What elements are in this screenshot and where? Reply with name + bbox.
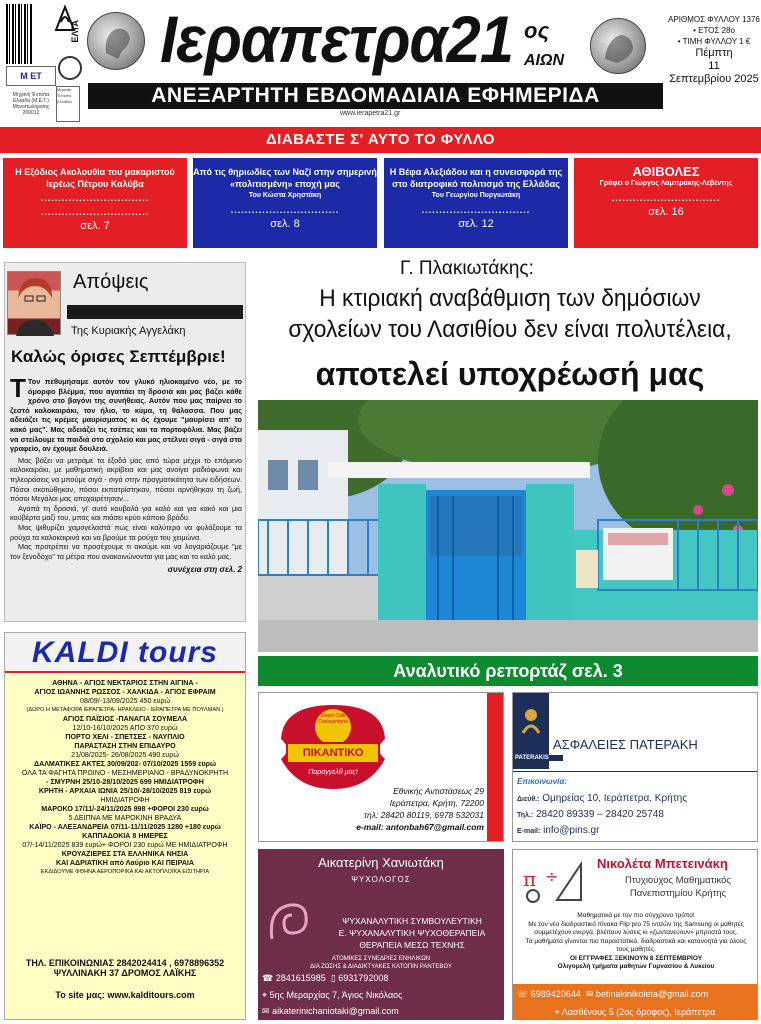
math-classes: Ολιγομελή τμήματα μαθητών Γυμνασίου & Λυκείου [557,963,715,970]
email-label: E-mail: [517,828,541,835]
title-suffix-top: ος [524,18,550,43]
pikantiko-addr2: Ιεράπετρα, Κρήτη, 72200 [389,798,484,808]
teaser-page: σελ. 7 [80,220,110,232]
math-email[interactable]: betinakinikoleta@gmail.com [595,989,709,999]
teaser-title: ΑΘΙΒΟΛΕΣ [632,164,700,179]
phone-icon: ☎ [262,973,274,983]
teaser-byline: Γράφει ο Γιώργος Λαμπράκης-Λεβέντης [599,180,733,187]
opinion-section: Απόψεις [73,271,149,293]
kaldi-tour-line: 12/10-16/10/2025 ΑΠΟ 370 ευρώ [72,724,178,732]
pikantiko-email[interactable]: e-mail: antonbah67@gmail.com [356,822,484,832]
issue-info [668,14,760,86]
kaldi-tour-line: - ΣΜΥΡΝΗ 25/10-28/10/2025 699 ΗΜΙΔΙΑΤΡΟΦΗ [46,778,204,786]
coin-left-icon [87,12,145,70]
teaser-dots: ............................... [40,207,150,217]
teaser-dots: ............................... [230,205,340,215]
psych-role: ΨΥΧΟΛΟΓΟΣ [351,875,411,884]
opinion-continue[interactable]: συνέχεια στη σελ. 2 [167,565,242,575]
math-text-3: Τα μαθήματα γίνονται πιο παραστατικά, διαδραστικά και κατανοητά για όλους τους μαθητές. [525,937,747,953]
psych-name: Αικατερίνη Χανιωτάκη [318,855,444,870]
elta-note: Μηνιαία Έντυπα Ελλάδος [56,86,80,122]
psych-service-3: ΘΕΡΑΠΕΙΑ ΜΕΣΩ ΤΕΧΝΗΣ [359,940,465,950]
kaldi-tour-line: 5 ΔΕΙΠΝΑ ΜΕ ΜΑΡΟΚΙΝΗ ΒΡΑΔΥΑ [68,814,182,822]
teaser-dots: ............................... [611,193,721,203]
kaldi-tour-line: ΑΓΙΟΣ ΠΑΪΣΙΟΣ -ΠΑΝΑΓΙΑ ΣΟΥΜΕΛΑ [62,715,188,723]
teaser-page: σελ. 16 [648,206,684,218]
math-address-bar [513,1004,757,1020]
kaldi-logo: KALDI tours [5,633,245,673]
opinion-title: Καλώς όρισες Σεπτέμβριε! [11,347,226,366]
psych-phone-1: 2841615985 [275,973,326,983]
met-logo: Μ ΕΤ [6,66,56,86]
paterakis-address: Ομηρείας 10, Ιεράπετρα, Κρήτης [542,793,688,804]
kaldi-tour-line: ΗΜΙΔΙΑΤΡΟΦΗ [100,796,150,804]
opinion-p4: Μας ψιθυρίζει χαμογελαστά πως είναι καλύτερα να φυλάξουμε τα ρούχα τα καλοκαιρινά και να βρούμε τα ρούχα του χειμώνα. [10,522,242,542]
kaldi-tour-line: ΚΡΟΥΑΖΙΕΡΕΣ ΣΤΑ ΕΛΛΗΝΙΚΑ ΝΗΣΙΑ [61,850,189,858]
teaser-byline: Του Γεωργίου Πυργιωτάκη [431,192,521,199]
seal-icon [58,56,82,80]
paterakis-brand: PATERAKIS [513,755,563,761]
pikantiko-addr1: Εθνικής Αντιστάσεως 29 [393,786,484,796]
kaldi-tour-line: ΠΑΡΑΣΤΑΣΗ ΣΤΗΝ ΕΠΙΔΑΥΡΟ [74,742,176,750]
math-address: Λασθένους 5 (2ος όροφος), Ιεράπετρα [561,1007,716,1017]
pikantiko-snack: Snack Cafe Croissanteria [318,713,348,725]
kaldi-website[interactable]: To site μας: www.kalditours.com [55,990,195,1000]
opinion-body [10,373,242,575]
opinion-lead-text: Τον πεθυμήσαμε αυτόν τον γλυκό ηλιοκαμένο νέο, με το όμορφο βλέμμα, που αγαπάει τη δροσιά και μας βάζει κάθε χρόνο στο βαγόνι της συνήθειας. Αυτόν που μας παίρνει το ζεστό καλοκαιράκι, τον ήλιο, το κύμα, τη θάλασσα. Που μας αδειάζει τις κρέμες μαυρίσματος κι ός έχουμε "μαυρίσει απ' το κακό μας". Μας αδειάζει τις τσέπες και τα πορτοφόλια. Μας βάζει να στείλουμε τα παιδιά στο σχολείο και μας στέλνει σιγά - σιγά στο γραφείο, αν έχουμε δουλειά. [10,377,242,454]
kaldi-tour-list [5,673,245,877]
issue-date: 11 [708,60,720,72]
section-rule [67,305,243,319]
math-text-1: Μαθηματικά με τον πιο σύγχρονο τρόπο! [577,912,695,919]
report-link[interactable]: Αναλυτικό ρεπορτάζ σελ. 3 [258,656,758,686]
pikantiko-phone: τηλ: 28420 80119, 6978 532031 [363,810,484,820]
math-name: Νικολέτα Μπετεινάκη [597,856,728,871]
pikantiko-logo [273,699,393,795]
issue-price: • ΤΙΜΗ ΦΥΛΛΟΥ 1 € [677,37,751,46]
author-photo [7,271,61,335]
location-icon: ⌖ [554,1007,560,1017]
issn-text [34,6,44,62]
opinion-lead: Τ Τον πεθυμήσαμε αυτόν τον γλυκό ηλιοκαμένο νέο, με το όμορφο βλέμμα, που αγαπάει τη δροσιά και μας βάζει κάθε χρόνο στο βαγόνι της συνήθειας. Αυτόν που μας παίρνει το ζεστό καλοκαιράκι, τον ήλιο, το κύμα, τη θάλασσα. Που μας αδειάζει τις κρέμες μαυρίσματος κι ός έχουμε "μαυρίσει απ' το κακό μας". Μας αδειάζει τις τσέπες και τα πορτοφόλια. Μας βάζει να στείλουμε τα παιδιά στο σχολείο και μας στέλνει σιγά - σιγά στο γραφείο, αν έχουμε δουλειά. [10,373,242,454]
psych-phone-2: 6931792008 [338,973,389,983]
mail-icon: ✉ [585,989,594,999]
article-kicker: Γ. Πλακιωτάκης: [400,258,534,279]
elta-logo [52,4,78,50]
teaser-1[interactable] [3,158,187,248]
paterakis-contact-label: Επικοινωνία: [517,777,568,786]
math-phone: 6989420644 [530,989,581,999]
math-tutor-ad[interactable] [512,849,758,1020]
math-registration: ΟΙ ΕΓΓΡΑΦΕΣ ΞΕΚΙΝΟΥΝ 8 ΣΕΠΤΕΜΒΡΙΟΥ [569,954,703,962]
kaldi-phone: ΤΗΛ. ΕΠΙΚΟΙΝΩΝΙΑΣ 2842024414 , 6978896352 [25,958,225,968]
teaser-4[interactable] [574,158,758,248]
website[interactable]: www.ierapetra21.gr [340,110,401,117]
teaser-page: σελ. 8 [270,218,300,230]
barcode [6,4,32,64]
opinion-p5: Μας προτρέπει να προσέχουμε τι ακούμε και να λογαριάζουμε "με τον ξενοδόχο" τα μέτρα που ανακοινώνονται για μας και το καλό μας. [10,542,242,561]
psychologist-ad[interactable] [258,849,504,1020]
pikantiko-name: ΠΙΚΑΝΤΙΚΟ [302,747,364,759]
opinion-section-title [73,271,149,294]
left-note: Μηχανή Έντυπα Ελλάδα (Μ.Ε.Τ.) Μονοπωλήρισης 200012 [12,92,50,116]
psych-appointment: ΔΙΑ ΖΩΣΗΣ & ΔΙΑΔΙΚΤΥΑΚΕΣ ΚΑΤΟΠΙΝ ΡΑΝΤΕΒΟΥ [310,964,452,970]
kaldi-tour-line: ΠΟΡΤΟ ΧΕΛΙ - ΣΠΕΤΣΕΣ - ΝΑΥΠΛΙΟ [65,733,185,741]
opinion-column [4,262,246,622]
red-strip [487,693,503,841]
teaser-byline: Του Κώστα Χρηστάκη [248,192,322,199]
newspaper-title: Ιεραπετρα21 [160,2,514,76]
psych-service-1: ΨΥΧΑΝΑΛΥΤΙΚΗ ΣΥΜΒΟΥΛΕΥΤΙΚΗ [342,916,482,926]
issue-day: Πέμπτη [695,47,733,59]
kaldi-tour-line: 07/-14/11/2025 839 ευρώ+ ΦΟΡΟΙ 230 ευρώ ΜΕ ΗΜΙΔΙΑΤΡΟΦΗ [22,841,228,849]
article-headline-bold: αποτελεί υποχρέωσή μας [315,356,705,392]
article-headline: Η κτιριακή αναβάθμιση των δημόσιων σχολείων του Λασιθίου δεν είναι πολυτέλεια, [288,285,732,343]
svg-text:÷: ÷ [545,867,559,886]
location-icon: ⌖ [262,990,268,1000]
teaser-dots: ............................... [421,205,531,215]
teaser-title: Η Βέφα Αλεξιάδου και η συνεισφορά της στο διατροφικό πολιτισμό της Ελλάδας [389,167,563,189]
pikantiko-ad[interactable] [258,692,504,842]
paterakis-ad[interactable] [512,692,758,842]
psych-sessions: ΑΤΟΜΙΚΕΣ ΣΥΝΕΔΡΙΕΣ ΕΝΗΛΙΚΩΝ [331,956,431,962]
teaser-title: Από τις θηριωδίες των Ναζί στην σημερινή «πολιτισμένη» εποχή μας [193,167,377,189]
kaldi-tour-line: ΕΚΔΙΔΟΥΜΕ ΦΘΗΝΑ ΑΕΡΟΠΟΡΙΚΑ ΚΑΙ ΑΚΤΟΠΛΟΪΚΑ ΕΙΣΙΤΗΡΙΑ [40,869,210,875]
school-photo [258,400,758,652]
opinion-author: Της Κυριακής Αγγελάκη [71,325,186,337]
math-contact-bar [513,984,757,1004]
paterakis-brand2: insurance [513,763,540,769]
read-in-this-issue: ΔΙΑΒΑΣΤΕ Σ' ΑΥΤΟ ΤΟ ΦΥΛΛΟ [0,127,761,153]
issue-number: ΑΡΙΘΜΟΣ ΦΥΛΛΟΥ 1376 [668,15,760,24]
kaldi-tour-line: ΜΑΡΟΚΟ 17/11/-24/11/2025 998 +ΦΟΡΟΙ 230 ευρώ [41,805,209,813]
math-title: Πτυχιούχος Μαθηματικός Πανεπιστημίου Κρήτης [625,875,731,899]
addr-label: Διεύθ.: [517,796,540,803]
coin-right-icon [590,18,646,74]
tagline: ΑΝΕΞΑΡΤΗΤΗ ΕΒΔΟΜΑΔΙΑΙΑ ΕΦΗΜΕΡΙΔΑ [88,83,663,109]
svg-text:π: π [523,867,537,891]
kaldi-tour-line: ΚΑΪΡΟ - ΑΛΕΞΑΝΔΡΕΙΑ 07/11-11/11/2025 1280 +180 ευρώ [29,823,221,831]
opinion-p2: Μας βάζει να μετράμε τα έξοδά μας από τώρα μέχρι το επόμενο καλοκαιράκι, με μαθηματική ακρίβεια και μας ανοίγει ραδιόφωνα και τηλεοράσεις να μπούμε σιγά - σιγά στην πραγματικότητα των ειδήσεων. Πόσοι σκοτώθηκαν, πόσοι εκπατρίστηκαν, πόσοι αρνήθηκαν τη ζωή, πόσοι Μεγάλοι μας αποχαιρέτησαν... [10,455,242,504]
tel-label: Τηλ.: [517,812,534,819]
title-suffix-bottom: ΑΙΩΝ [524,52,565,69]
kaldi-tours-ad[interactable] [4,632,246,1020]
psych-logo-icon [262,889,324,945]
paterakis-phone: 28420 89339 – 28420 25748 [535,809,664,820]
pikantiko-slogan: Παραγγελθ μας! [308,769,358,776]
kaldi-address: ΨΥΛΛΙΝΑΚΗ 37 ΔΡΟΜΟΣ ΛΑΪΚΗΣ [53,968,197,978]
paterakis-email[interactable]: info@pins.gr [543,825,600,836]
paterakis-name: ΑΣΦΑΛΕΙΕΣ ΠΑΤΕΡΑΚΗ [553,737,698,752]
teaser-2[interactable] [193,158,377,248]
teaser-dots: ............................... [40,193,150,203]
kaldi-tour-line: 21/08/2025- 26/08/2025 490 ευρώ [71,751,179,759]
elta-label: ΕΛΤΑ [70,20,80,43]
math-symbols-icon [517,856,589,906]
psych-address: 5ης Μεραρχίας 7, Άγιος Νικόλαος [269,990,403,1000]
phone-icon: ☏ [517,989,529,999]
kaldi-tour-line: ΑΘΗΝΑ - ΑΓΙΟΣ ΝΕΚΤΑΡΙΟΣ ΣΤΗΝ ΑΙΓΙΝΑ - [52,679,198,687]
opinion-p3: Αγαπά τη δροσιά, γι' αυτό κουβαλά για καλό και για κακό και μια κουβέρτα μαζί του, μπας και πιάσει κρύο κάποιο βράδυ. [10,503,242,523]
psych-email[interactable]: aikaterinichaniotaki@gmail.com [272,1006,399,1016]
kaldi-tour-line: ΑΓΙΟΣ ΙΩΑΝΝΗΣ ΡΩΣΣΟΣ - ΧΑΛΚΙΔΑ - ΑΓΙΟΣ ΕΦΡΑΙΜ [34,688,216,696]
mobile-icon: ▯ [330,973,336,983]
teaser-3[interactable] [384,158,568,248]
issue-year: • ΕΤΟΣ 28ο [693,26,735,35]
kaldi-tour-line: ΚΑΙ ΑΔΡΙΑΤΙΚΗ από Λαύριο ΚΑΙ ΠΕΙΡΑΙΑ [55,859,195,867]
kaldi-tour-line: ΟΛΑ ΤΑ ΦΑΓΗΤΑ ΠΡΩΙΝΟ - ΜΕΣΗΜΕΡΙΑΝΟ - ΒΡΑΔΥΝΟΚΡΗΤΗ [21,769,229,777]
issue-month: Σεπτεμβρίου 2025 [669,73,759,85]
kaldi-tour-line: ΔΑΛΜΑΤΙΚΕΣ ΑΚΤΕΣ 30/09/202- 07/10/2025 1559 ευρώ [33,760,217,768]
teaser-title: Η Εξόδιος Ακολουθία του μακαριστού Ιερέως Πέτρου Καλύβα [15,167,175,189]
kaldi-tour-line: 08/09/-13/09/2025 450 ευρώ [80,697,170,705]
kaldi-tour-line: ΚΑΠΠΑΔΟΚΙΑ 8 ΗΜΕΡΕΣ [82,832,168,840]
kaldi-tour-line: ΚΡΗΤΗ - ΑΡΧΑΙΑ ΙΩΝΙΑ 25/10/-28/10/2025 819 ευρώ [38,787,212,795]
kaldi-tour-line: (ΔΩΡΟ Η ΜΕΤΑΦΟΡΑ ΙΕΡΑΠΕΤΡΑ- ΗΡΑΚΛΕΙΟ - ΙΕΡΑΠΕΤΡΑ ΜΕ ΠΟΥΛΜΑΝ ) [26,707,224,713]
psych-service-2: Ε. ΨΥΧΑΝΑΛΥΤΙΚΗ ΨΥΧΟΘΕΡΑΠΕΙΑ [338,928,486,938]
math-text-2: Με τον νέο διαδραστικό πίνακα Flip pro 75 ιντσών της Samsung οι μαθητές συμμετέχουν ενεργά, βλέπουν λύσεις κι «ζωντανεύουν» μπροστά τους. [528,920,744,936]
teaser-page: σελ. 12 [458,218,494,230]
mail-icon: ✉ [262,1006,270,1016]
